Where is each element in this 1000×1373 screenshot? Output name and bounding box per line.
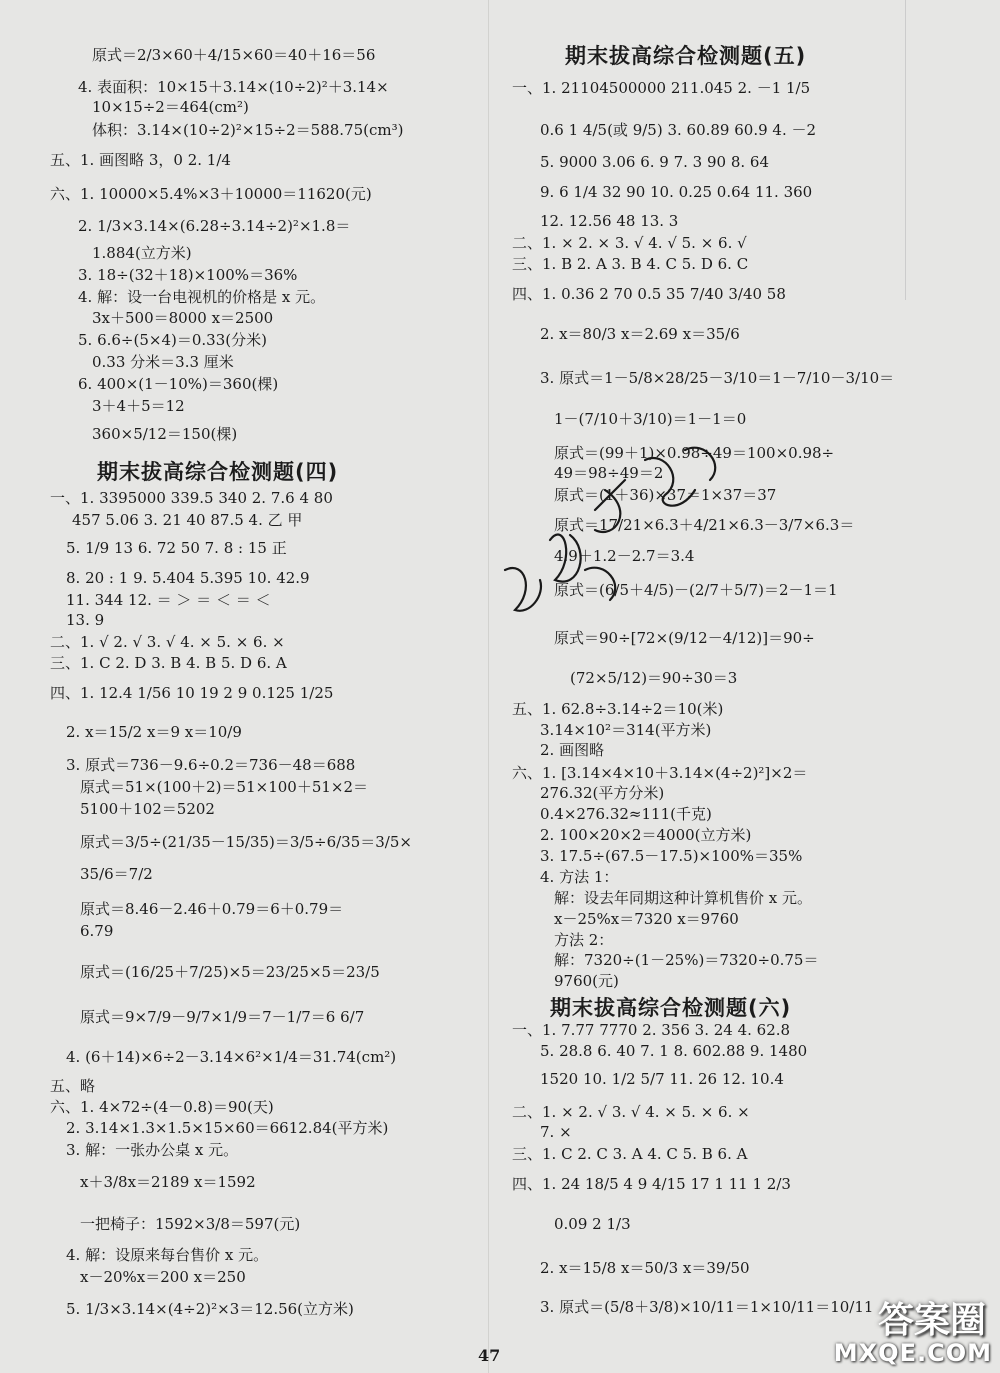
answer-line: 一、1. 21104500000 211.045 2. －1 1/5 <box>512 79 811 97</box>
answer-line: 四、1. 24 18/5 4 9 4/15 17 1 11 1 2/3 <box>512 1175 791 1193</box>
answer-line: 3. 原式＝1－5/8×28/25－3/10＝1－7/10－3/10＝ <box>540 369 895 387</box>
watermark-url: MXQE.COM <box>833 1339 992 1367</box>
answer-line: 六、1. 10000×5.4%×3＋10000＝11620(元) <box>50 185 372 203</box>
answer-line: 二、1. × 2. × 3. √ 4. √ 5. × 6. √ <box>512 234 747 252</box>
answer-line: 1520 10. 1/2 5/7 11. 26 12. 10.4 <box>540 1070 784 1088</box>
answer-line: 2. x＝15/2 x＝9 x＝10/9 <box>66 723 242 741</box>
answer-line: x－20%x＝200 x＝250 <box>80 1268 246 1286</box>
answer-line: 解：设去年同期这种计算机售价 x 元。 <box>554 889 812 907</box>
answer-line: 4. 解：设原来每台售价 x 元。 <box>66 1246 269 1264</box>
answer-line: 3. 解：一张办公桌 x 元。 <box>66 1141 239 1159</box>
answer-line: 2. x＝80/3 x＝2.69 x＝35/6 <box>540 325 740 343</box>
answer-line: x＋3/8x＝2189 x＝1592 <box>80 1173 256 1191</box>
answer-line: 原式＝9×7/9－9/7×1/9＝7－1/7＝6 6/7 <box>80 1008 365 1026</box>
answer-line: 0.09 2 1/3 <box>554 1215 631 1233</box>
answer-line: 49＝98÷49＝2 <box>554 464 664 482</box>
answer-line: 原式＝8.46－2.46＋0.79＝6＋0.79＝ <box>80 900 344 918</box>
answer-line: 五、略 <box>50 1077 96 1095</box>
answer-line: 5. 1/9 13 6. 72 50 7. 8 : 15 正 <box>66 539 287 557</box>
answer-line: 六、1. [3.14×4×10＋3.14×(4÷2)²]×2＝ <box>512 764 808 782</box>
watermark-logo: 答案圈 <box>877 1300 986 1341</box>
answer-line: 原式＝(99＋1)×0.98÷49＝100×0.98÷ <box>554 444 835 462</box>
answer-line: 12. 12.56 48 13. 3 <box>540 212 679 230</box>
answer-line: 6. 400×(1－10%)＝360(棵) <box>78 375 279 393</box>
answer-line: 2. x＝15/8 x＝50/3 x＝39/50 <box>540 1259 750 1277</box>
answer-line: 原式＝2/3×60＋4/15×60＝40＋16＝56 <box>92 46 376 64</box>
answer-line: 原式＝51×(100＋2)＝51×100＋51×2＝ <box>80 778 369 796</box>
answer-line: 原式＝(16/25＋7/25)×5＝23/25×5＝23/5 <box>80 963 380 981</box>
answer-line: 3. 17.5÷(67.5－17.5)×100%＝35% <box>540 847 803 865</box>
answer-line: 2. 1/3×3.14×(6.28÷3.14÷2)²×1.8＝ <box>78 217 351 235</box>
answer-line: 4. 方法 1： <box>540 868 619 886</box>
answer-line: 2. 画图略 <box>540 741 605 759</box>
scan-edge-line <box>905 0 906 300</box>
section-title: 期末拔高综合检测题(六) <box>550 996 792 1020</box>
answer-line: 解：7320÷(1－25%)＝7320÷0.75＝ <box>554 951 819 969</box>
answer-line: 5100＋102＝5202 <box>80 800 215 818</box>
answer-line: 4. 解：设一台电视机的价格是 x 元。 <box>78 288 326 306</box>
answer-line: 一、1. 7.77 7770 2. 356 3. 24 4. 62.8 <box>512 1021 791 1039</box>
answer-line: 一、1. 3395000 339.5 340 2. 7.6 4 80 <box>50 489 333 507</box>
answer-line: 六、1. 4×72÷(4－0.8)＝90(天) <box>50 1098 274 1116</box>
answer-line: 三、1. B 2. A 3. B 4. C 5. D 6. C <box>512 255 749 273</box>
answer-line: (72×5/12)＝90÷30＝3 <box>570 669 738 687</box>
answer-line: 3＋4＋5＝12 <box>92 397 185 415</box>
answer-line: 二、1. √ 2. √ 3. √ 4. × 5. × 6. × <box>50 633 285 651</box>
answer-line: 原式＝90÷[72×(9/12－4/12)]＝90÷ <box>554 629 815 647</box>
answer-line: 13. 9 <box>66 611 105 629</box>
answer-line: 四、1. 12.4 1/56 10 19 2 9 0.125 1/25 <box>50 684 334 702</box>
answer-line: 原式＝17/21×6.3＋4/21×6.3－3/7×6.3＝ <box>554 516 855 534</box>
answer-line: 一把椅子：1592×3/8＝597(元) <box>80 1215 301 1233</box>
answer-line: 11. 344 12. ＝ ＞ ＝ ＜ ＝ ＜ <box>66 591 271 609</box>
answer-line: 8. 20 : 1 9. 5.404 5.395 10. 42.9 <box>66 569 310 587</box>
answer-line: 6.79 <box>80 922 114 940</box>
page-number: 47 <box>478 1346 501 1365</box>
answer-line: 五、1. 62.8÷3.14÷2＝10(米) <box>512 700 724 718</box>
answer-line: 3. 18÷(32＋18)×100%＝36% <box>78 266 298 284</box>
answer-line: 0.6 1 4/5(或 9/5) 3. 60.89 60.9 4. －2 <box>540 121 817 139</box>
answer-line: 5. 1/3×3.14×(4÷2)²×3＝12.56(立方米) <box>66 1300 354 1318</box>
answer-line: 原式＝(6/5＋4/5)－(2/7＋5/7)＝2－1＝1 <box>554 581 838 599</box>
answer-line: 3x＋500＝8000 x＝2500 <box>92 309 274 327</box>
answer-line: 0.4×276.32≈111(千克) <box>540 805 712 823</box>
answer-line: 方法 2： <box>554 931 614 949</box>
answer-line: 2. 100×20×2＝4000(立方米) <box>540 826 752 844</box>
answer-line: 五、1. 画图略 3，0 2. 1/4 <box>50 151 231 169</box>
answer-line: x－25%x＝7320 x＝9760 <box>554 910 739 928</box>
answer-line: 三、1. C 2. D 3. B 4. B 5. D 6. A <box>50 654 287 672</box>
answer-line: 4. 表面积：10×15＋3.14×(10÷2)²＋3.14× <box>78 78 389 96</box>
answer-line: 三、1. C 2. C 3. A 4. C 5. B 6. A <box>512 1145 748 1163</box>
answer-line: 体积：3.14×(10÷2)²×15÷2＝588.75(cm³) <box>92 121 404 139</box>
answer-line: 276.32(平方分米) <box>540 784 665 802</box>
section-title: 期末拔高综合检测题(五) <box>565 44 807 68</box>
answer-line: 0.33 分米＝3.3 厘米 <box>92 353 234 371</box>
answer-line: 5. 9000 3.06 6. 9 7. 3 90 8. 64 <box>540 153 769 171</box>
answer-line: 10×15÷2＝464(cm²) <box>92 98 249 116</box>
answer-line: 9. 6 1/4 32 90 10. 0.25 0.64 11. 360 <box>540 183 813 201</box>
answer-line: 9760(元) <box>554 972 619 990</box>
answer-line: 35/6＝7/2 <box>80 865 153 883</box>
answer-line: 5. 28.8 6. 40 7. 1 8. 602.88 9. 1480 <box>540 1042 808 1060</box>
answer-line: 1－(7/10＋3/10)＝1－1＝0 <box>554 410 747 428</box>
answer-line: 4. (6＋14)×6÷2－3.14×6²×1/4＝31.74(cm²) <box>66 1048 397 1066</box>
answer-line: 2. 3.14×1.3×1.5×15×60＝6612.84(平方米) <box>66 1119 389 1137</box>
handwritten-scribble <box>495 420 755 640</box>
answer-line: 360×5/12＝150(棵) <box>92 425 238 443</box>
answer-line: 4.9＋1.2－2.7＝3.4 <box>554 547 695 565</box>
answer-line: 二、1. × 2. √ 3. √ 4. × 5. × 6. × <box>512 1103 750 1121</box>
answer-line: 原式＝3/5÷(21/35－15/35)＝3/5÷6/35＝3/5× <box>80 833 412 851</box>
answer-line: 四、1. 0.36 2 70 0.5 35 7/40 3/40 58 <box>512 285 786 303</box>
answer-line: 1.884(立方米) <box>92 244 192 262</box>
answer-line: 7. × <box>540 1123 572 1141</box>
answer-line: 3. 原式＝(5/8＋3/8)×10/11＝1×10/11＝10/11 <box>540 1298 874 1316</box>
answer-line: 457 5.06 3. 21 40 87.5 4. 乙 甲 <box>72 511 303 529</box>
section-title: 期末拔高综合检测题(四) <box>97 460 339 484</box>
answer-line: 原式＝(1＋36)×37＝1×37＝37 <box>554 486 777 504</box>
answer-line: 3.14×10²＝314(平方米) <box>540 721 712 739</box>
answer-line: 3. 原式＝736－9.6÷0.2＝736－48＝688 <box>66 756 356 774</box>
column-divider <box>488 0 489 1373</box>
answer-line: 5. 6.6÷(5×4)＝0.33(分米) <box>78 331 267 349</box>
